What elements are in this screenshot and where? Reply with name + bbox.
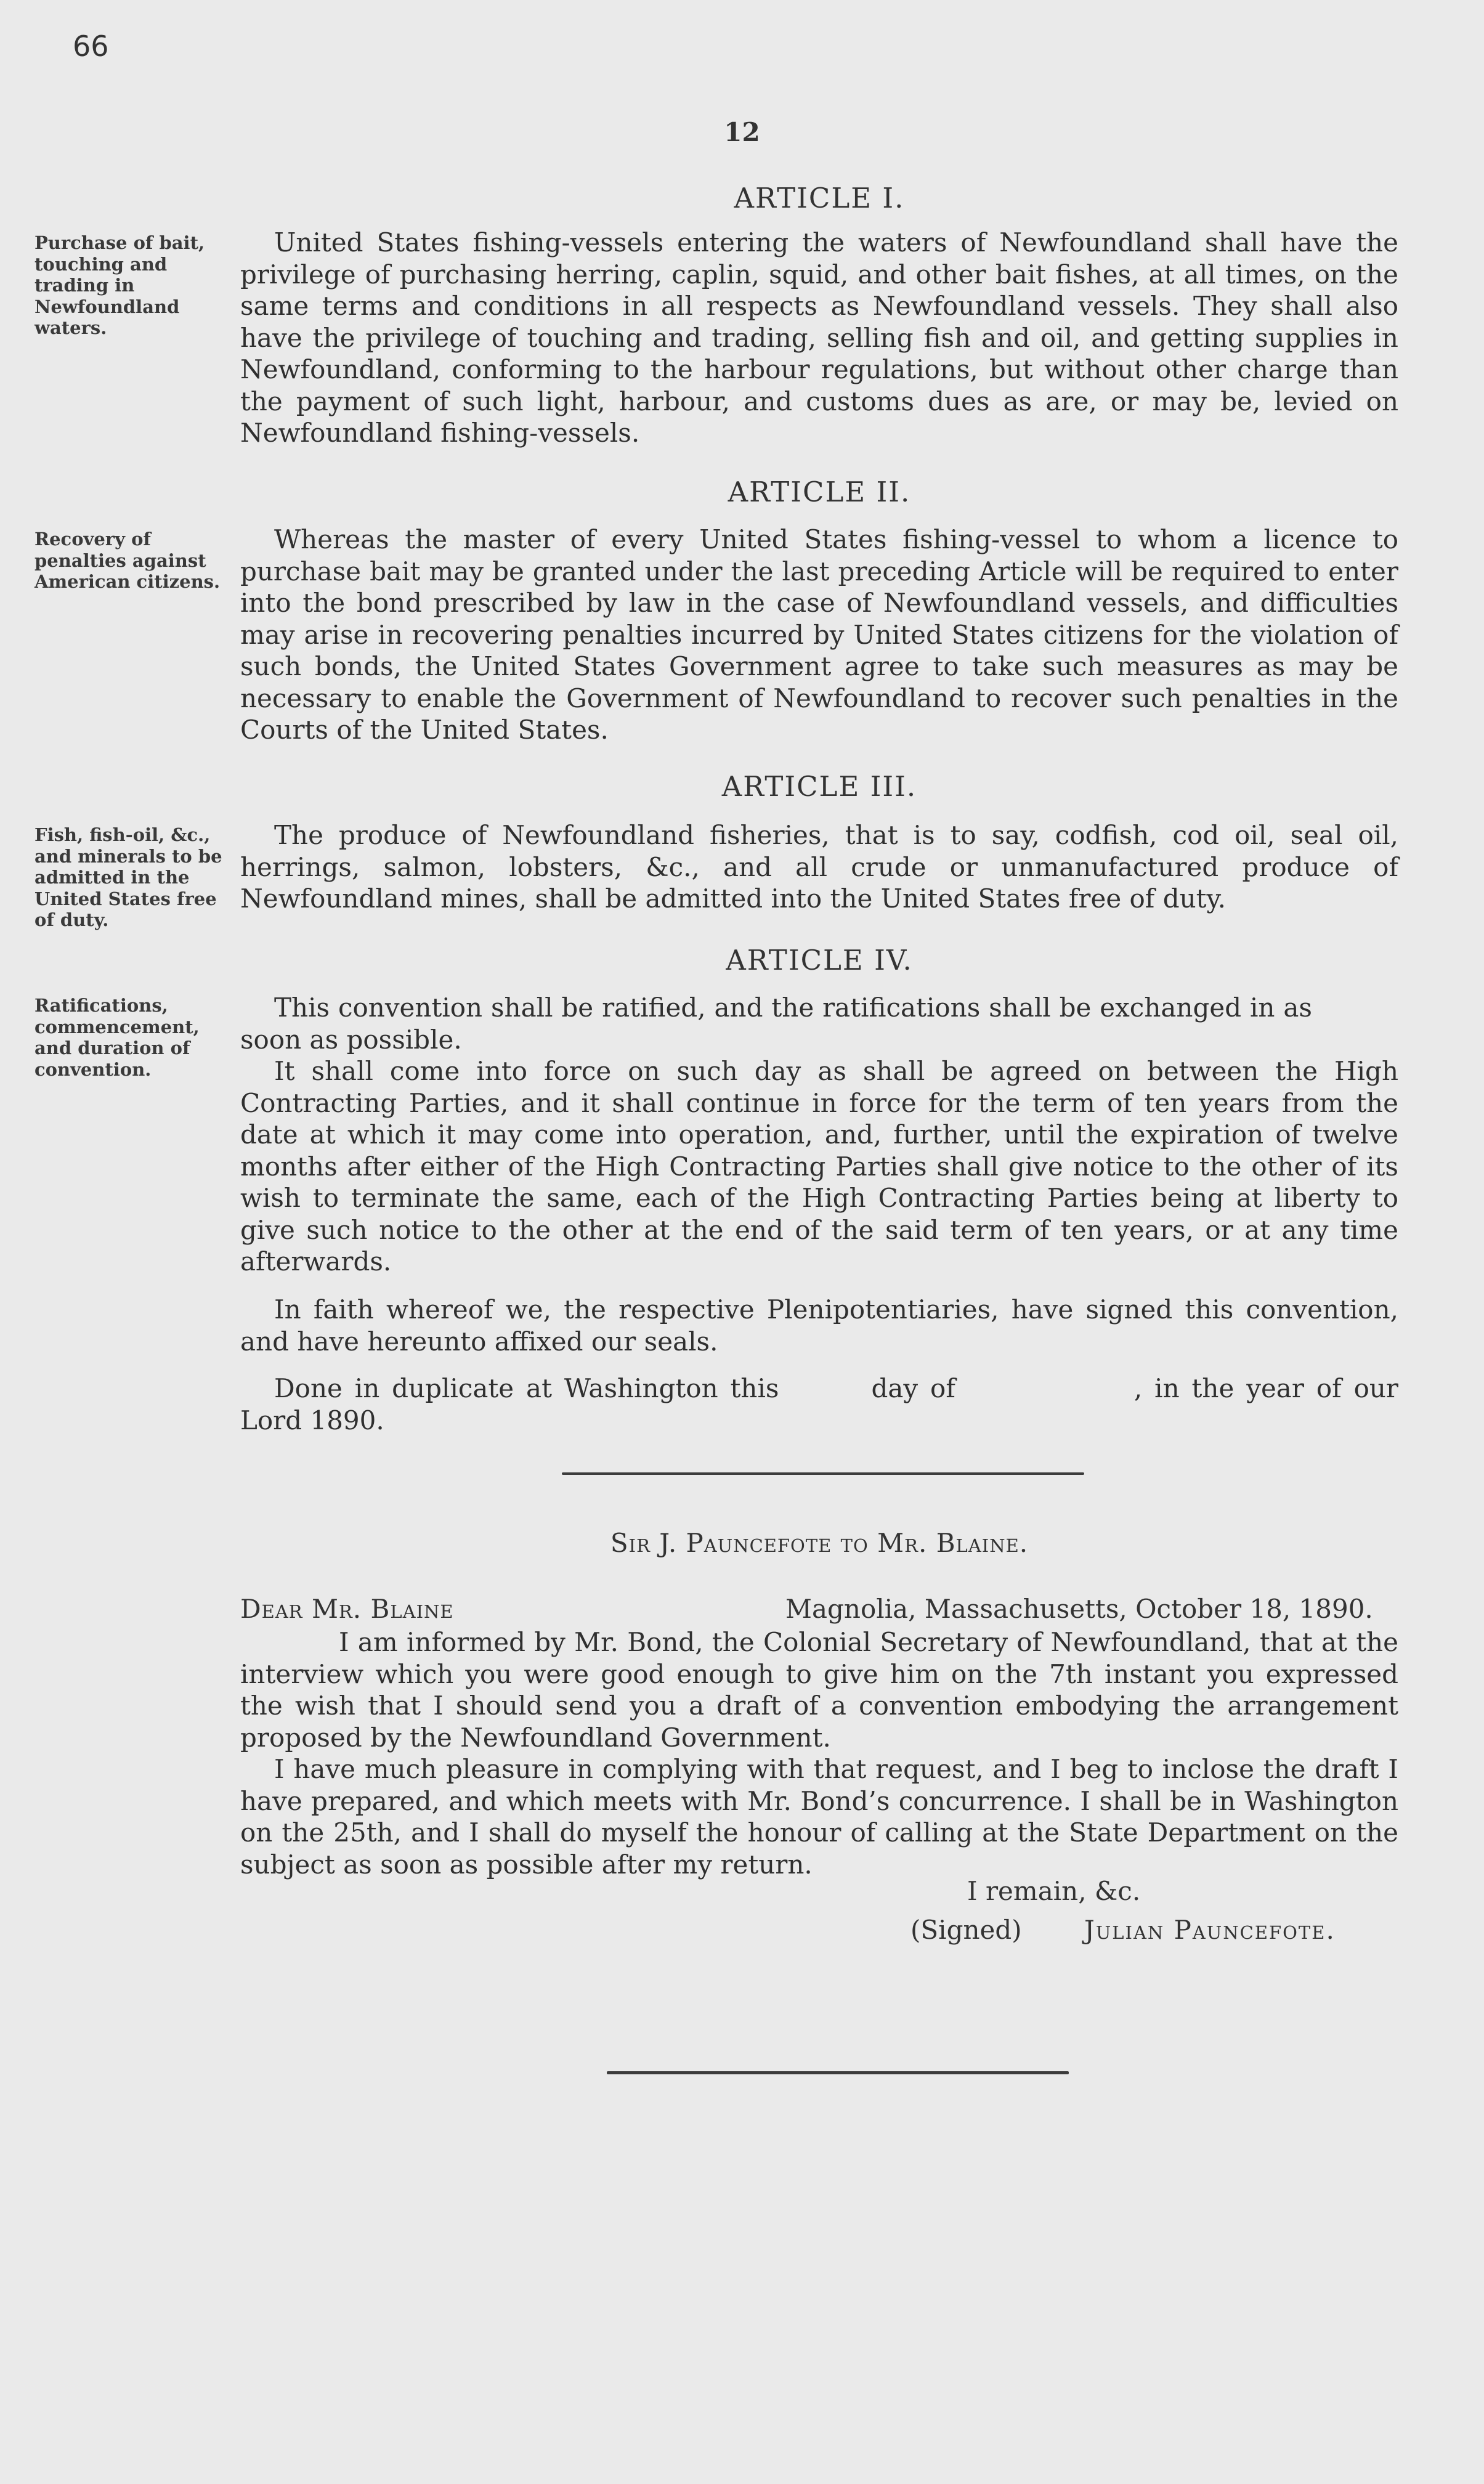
article-3-body <box>240 819 1398 915</box>
done-part-1: Done in duplicate at Washington this <box>274 1373 779 1403</box>
letter-paragraph-1: I am informed by Mr. Bond, the Colonial Secretary of Newfoundland, that at the interview which you were good enough to give him on the 7th instant you expressed the wish that I should send you a draft of a convention embodying the arrangement proposed by the Newfoundland Government. <box>240 1627 1398 1753</box>
article-3-paragraph: The produce of Newfoundland fisheries, that is to say, codfish, cod oil, seal oil, herrings, salmon, lobsters, &c., and all crude or unmanufactured produce of Newfoundland mines, shall be admitted into the United States free of duty. <box>240 820 1398 914</box>
article-2-paragraph: Whereas the master of every United States fishing-vessel to whom a licence to purchase bait may be granted under the last preceding Article will be required to enter into the bond prescribed by law in the case of Newfoundland vessels, and difficulties may arise in recovering penalties incurred by United States citizens for the violation of such bonds, the United States Government agree to take such measures as may be necessary to enable the Government of Newfoundland to recover such penalties in the Courts of the United States. <box>240 524 1398 745</box>
sheet-number: 12 <box>724 117 760 147</box>
end-divider <box>607 2071 1069 2074</box>
in-faith-block <box>240 1294 1398 1357</box>
article-3-margin-note: Fish, fish-oil, &c., and minerals to be admitted in the United States free of duty. <box>34 824 222 930</box>
done-part-2: day of <box>871 1373 955 1403</box>
page-number: 66 <box>73 30 109 63</box>
article-2-margin-note: Recovery of penalties against American citizens. <box>34 529 221 592</box>
article-1-heading: ARTICLE I. <box>734 182 905 214</box>
section-divider <box>562 1472 1084 1475</box>
letter-signature: Julian Pauncefote. <box>1084 1915 1336 1945</box>
done-part-3: , in the year of our Lord 1890. <box>240 1373 1398 1435</box>
letter-title: Sir J. Pauncefote to Mr. Blaine. <box>610 1528 1029 1558</box>
article-4-body <box>240 992 1398 1278</box>
article-2-body <box>240 524 1398 746</box>
article-1-paragraph: United States fishing-vessels entering the waters of Newfoundland shall have the privilege of purchasing herring, caplin, squid, and other bait fishes, at all times, on the same terms and conditions in all respects as Newfoundland vessels. They shall also have the privilege of touching and trading, selling fish and oil, and getting supplies in Newfoundland, conforming to the harbour regulations, but without other charge than the payment of such light, harbour, and customs dues as are, or may be, levied on Newfoundland fishing-vessels. <box>240 227 1398 448</box>
article-3-heading: ARTICLE III. <box>721 770 917 803</box>
in-faith-paragraph: In faith whereof we, the respective Plenipotentiaries, have signed this convention, and have hereunto affixed our seals. <box>240 1294 1398 1357</box>
article-1-body <box>240 227 1398 449</box>
article-4-margin-note: Ratifications, commencement, and duration of convention. <box>34 995 200 1080</box>
article-2-heading: ARTICLE II. <box>728 476 911 508</box>
letter-body <box>240 1626 1398 1880</box>
letter-dateline: Magnolia, Massachusetts, October 18, 1890. <box>785 1594 1373 1624</box>
article-1-margin-note: Purchase of bait, touching and trading in Newfoundland waters. <box>34 232 205 338</box>
article-4-paragraph-2: It shall come into force on such day as shall be agreed on between the High Contracting Parties, and it shall continue in force for the term of ten years from the date at which it may come into operation, and, further, until the expiration of twelve months after either of the High Contracting Parties shall give notice to the other of its wish to terminate the same, each of the High Contracting Parties being at liberty to give such notice to the other at the end of the said term of ten years, or at any time afterwards. <box>240 1056 1398 1276</box>
letter-closing: I remain, &c. <box>967 1876 1141 1906</box>
article-4-heading: ARTICLE IV. <box>726 944 913 976</box>
done-block <box>240 1373 1398 1436</box>
article-4-paragraph-1: This convention shall be ratified, and the ratifications shall be exchanged in as soon as possible. <box>240 992 1312 1055</box>
signed-label: (Signed) <box>910 1915 1022 1945</box>
done-paragraph <box>240 1373 1398 1436</box>
letter-paragraph-2: I have much pleasure in complying with that request, and I beg to inclose the draft I have prepared, and which meets with Mr. Bond’s concurrence. I shall be in Washington on the 25th, and I shall do myself the honour of calling at the State Department on the subject as soon as possible after my return. <box>240 1754 1398 1880</box>
letter-salutation: Dear Mr. Blaine <box>240 1594 454 1624</box>
